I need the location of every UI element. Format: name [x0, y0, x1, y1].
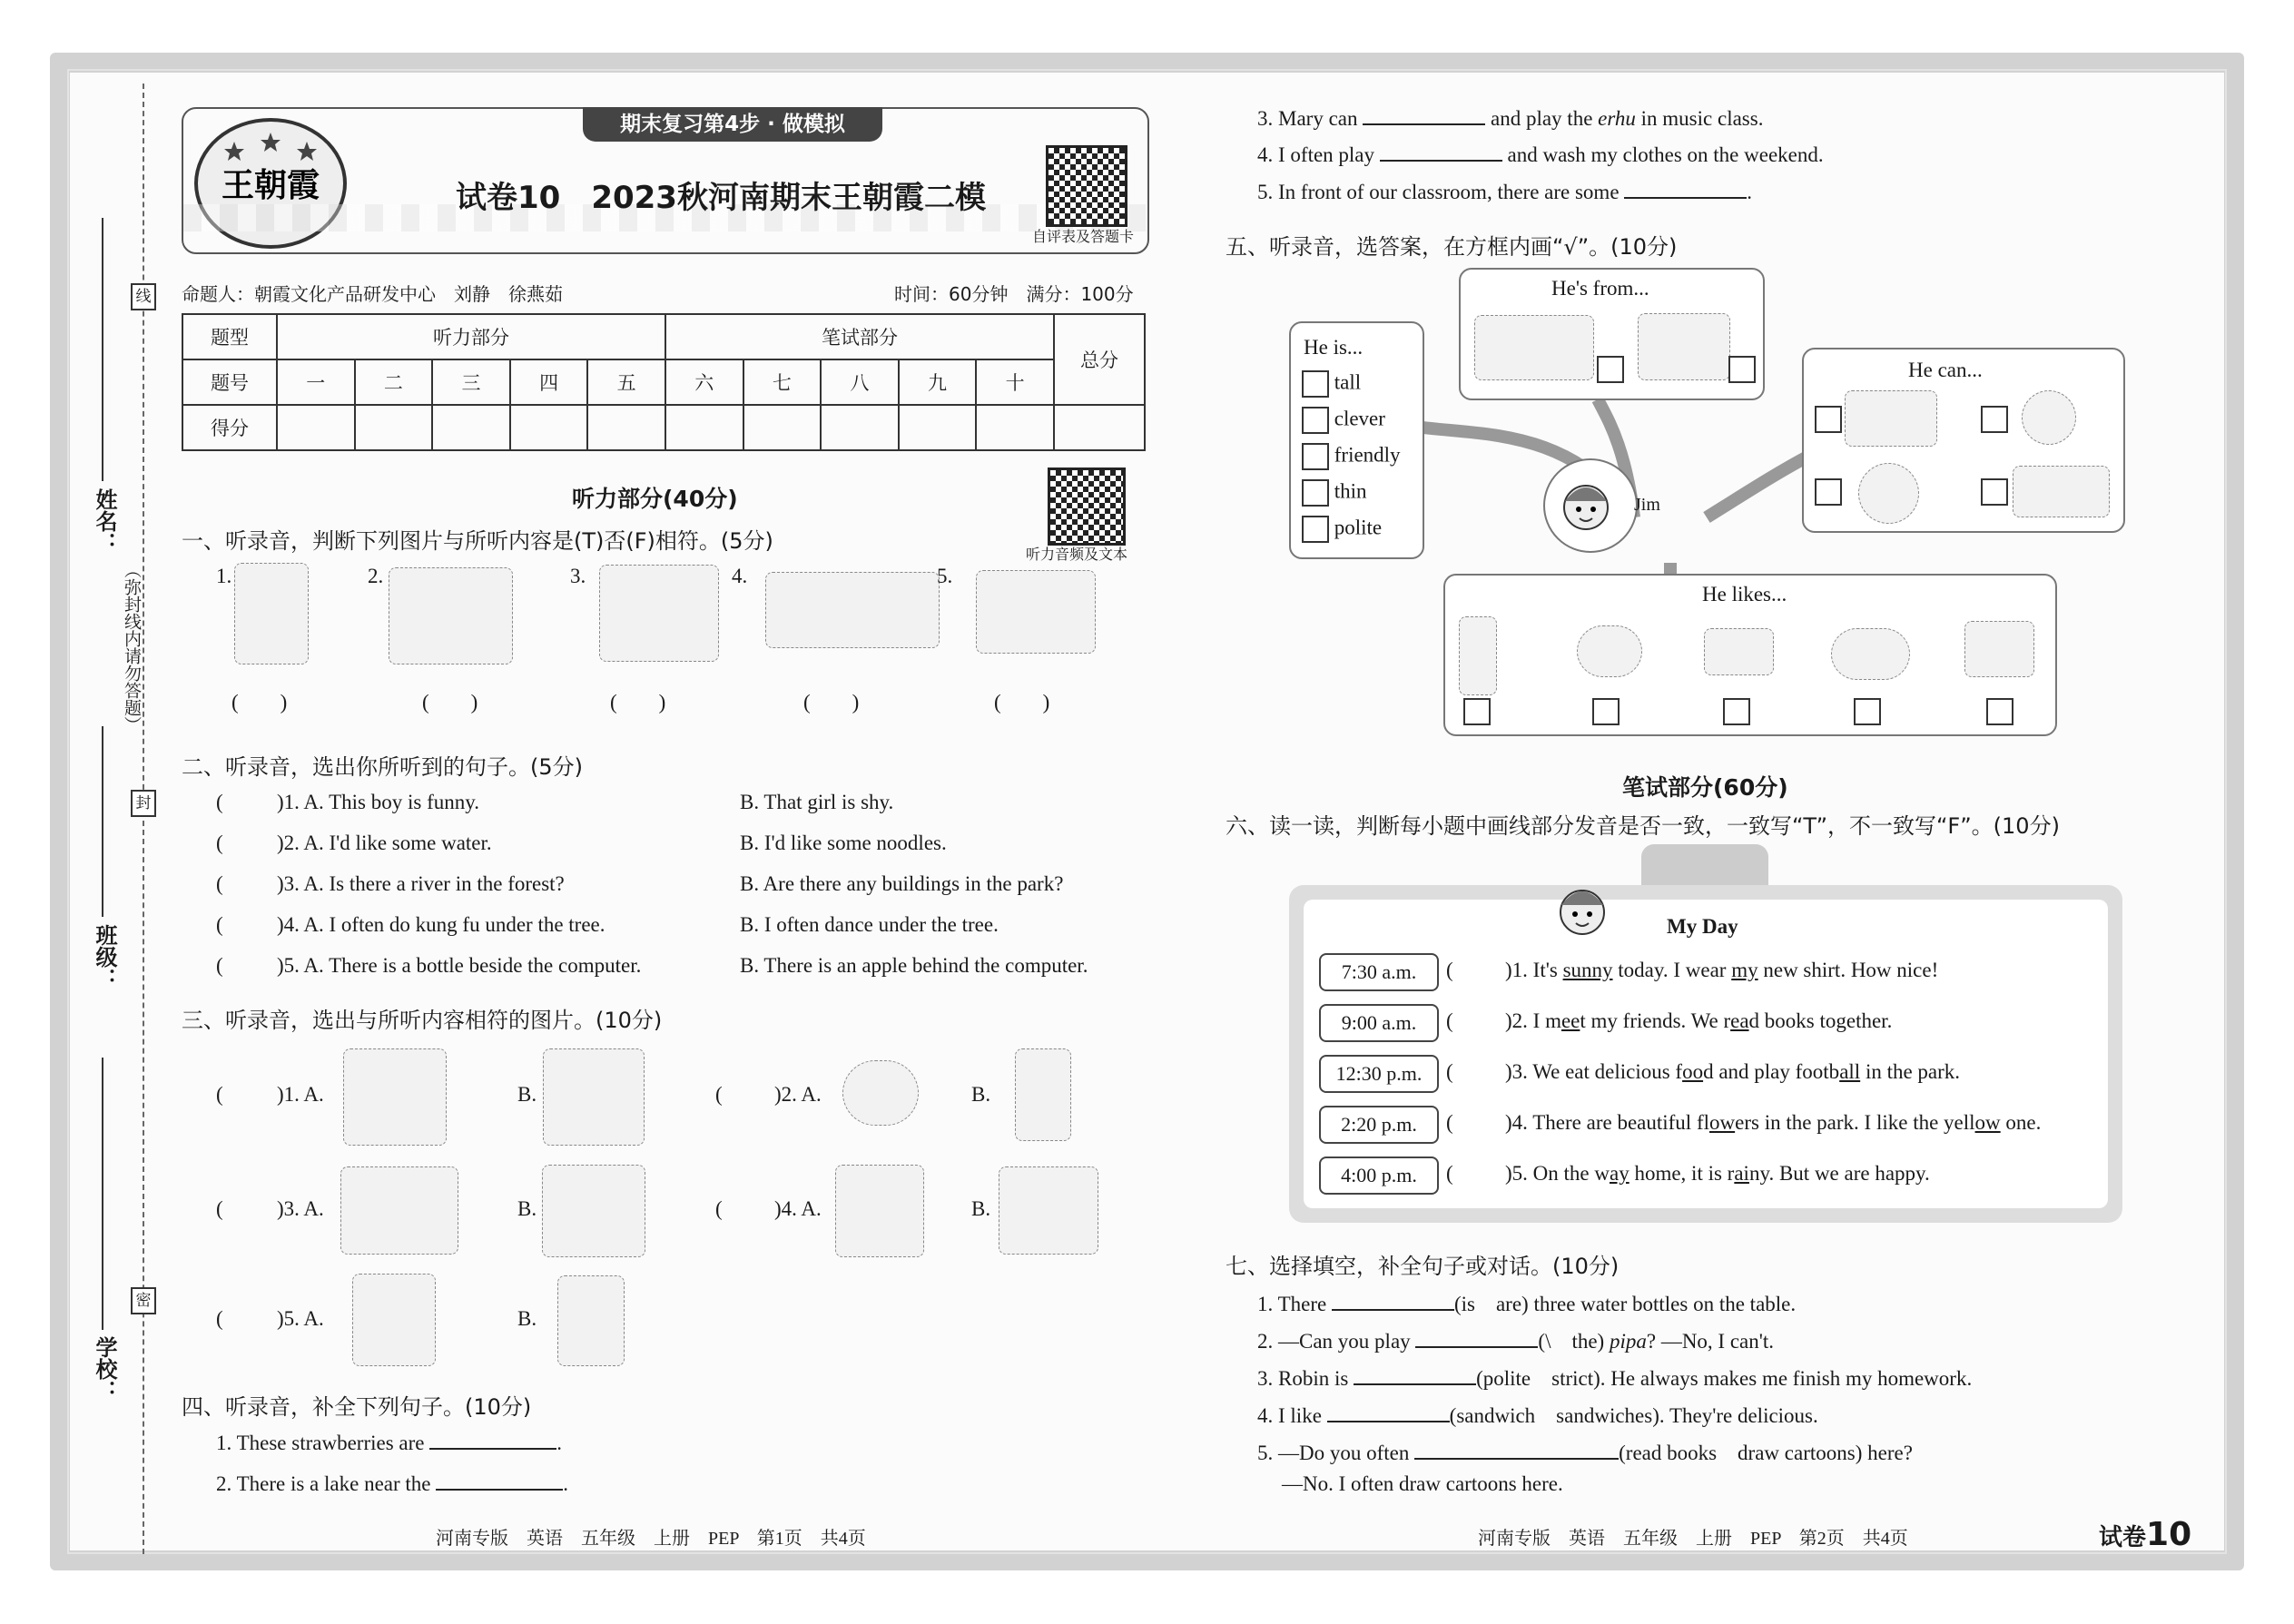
s7-blank[interactable]	[1415, 1346, 1538, 1348]
score-table	[182, 313, 1146, 451]
s2-option-b: B. That girl is shy.	[740, 791, 894, 813]
s4-text: 3. Mary can	[1257, 107, 1358, 130]
s2-option-a: )3. A. Is there a river in the forest?	[277, 872, 565, 895]
seal-warning: （弥封线内请勿答题）	[122, 561, 142, 733]
paper-number	[2099, 1516, 2191, 1553]
score-table-num: 八	[821, 359, 899, 405]
he-is-option[interactable]: tall	[1302, 370, 1361, 398]
s4-item-5	[1257, 181, 1752, 204]
s3-option-b: B.	[517, 1083, 537, 1106]
s3-picture-b-icon[interactable]	[543, 1048, 645, 1146]
ping-pong-icon	[1845, 390, 1937, 447]
seal-line-mark: 线	[131, 283, 156, 310]
school-field-line[interactable]	[102, 1058, 103, 1330]
s6-open-paren[interactable]: (	[1446, 1009, 1453, 1032]
s3-num: )1. A.	[277, 1083, 324, 1106]
he-is-option[interactable]: polite	[1302, 516, 1382, 543]
s1-picture-computer-icon	[976, 570, 1096, 654]
he-from-box	[1459, 268, 1765, 400]
score-cell[interactable]	[277, 405, 355, 450]
school-label: 学校：	[92, 1336, 117, 1402]
s2-option-a: )4. A. I often do kung fu under the tree.	[277, 913, 605, 936]
s7-item-4: 4. I like (sandwich sandwiches). They're delicious.	[1257, 1404, 1818, 1427]
header-box	[182, 107, 1149, 254]
section6-title: 六、读一读，判断每小题中画线部分发音是否一致，一致写“T”，不一致写“F”。(10分)	[1226, 813, 2060, 839]
score-cell[interactable]	[899, 405, 977, 450]
score-table-label-score: 得分	[182, 405, 277, 450]
s2-option-b: B. There is an apple behind the computer.	[740, 954, 1088, 977]
s6-open-paren[interactable]: (	[1446, 1162, 1453, 1185]
banner: 期末复习第4步 · 做模拟	[583, 107, 882, 142]
s3-picture-icecream-icon[interactable]	[1015, 1048, 1071, 1141]
s1-answer[interactable]: ( )	[422, 691, 478, 714]
audio-qr-label: 听力音频及文本	[1026, 546, 1128, 563]
checkbox[interactable]	[1302, 479, 1329, 507]
city-skyline-icon	[1638, 313, 1730, 380]
seal-mark: 封	[131, 790, 156, 817]
class-label: 班级：	[92, 924, 117, 989]
score-table-num: 三	[432, 359, 510, 405]
he-is-option[interactable]: thin	[1302, 479, 1367, 507]
s6-sentence: )1. It's sunny today. I wear my new shirt. How nice!	[1505, 959, 1939, 981]
s3-picture-a-icon[interactable]	[352, 1274, 436, 1366]
score-table-num: 六	[665, 359, 743, 405]
checkbox[interactable]	[1597, 356, 1624, 383]
score-table-row-score	[182, 405, 1145, 450]
checkbox[interactable]	[1986, 698, 2013, 725]
s3-picture-a-icon[interactable]	[835, 1165, 924, 1257]
s7-item-5-reply: —No. I often draw cartoons here.	[1282, 1472, 1563, 1495]
time-label: 2:20 p.m.	[1319, 1106, 1439, 1144]
s6-open-paren[interactable]: (	[1446, 1060, 1453, 1083]
s1-picture-forest-icon	[765, 572, 940, 648]
jim-label: Jim	[1634, 495, 1660, 515]
s4-text: 1. These strawberries are	[216, 1432, 425, 1454]
section5-title: 五、听录音，选答案，在方框内画“√”。(10分)	[1226, 234, 1678, 260]
s4-post: .	[556, 1432, 562, 1454]
s2-open-paren[interactable]: (	[216, 954, 223, 977]
score-table-label-type: 题型	[182, 314, 277, 359]
s6-open-paren[interactable]: (	[1446, 959, 1453, 981]
score-cell[interactable]	[665, 405, 743, 450]
s6-sentence: )5. On the way home, it is rainy. But we are happy.	[1505, 1162, 1930, 1185]
boy-face-icon	[1545, 460, 1636, 551]
score-cell[interactable]	[587, 405, 665, 450]
s4-blank[interactable]	[436, 1489, 563, 1491]
s4-post: .	[563, 1472, 568, 1495]
s4-post: .	[1747, 181, 1753, 203]
s1-picture-man-icon	[234, 563, 309, 664]
qr-label: 自评表及答题卡	[1032, 228, 1135, 245]
checkbox[interactable]	[1815, 478, 1842, 506]
score-cell[interactable]	[432, 405, 510, 450]
score-table-label-num: 题号	[182, 359, 277, 405]
basketball-icon	[1858, 463, 1919, 524]
s3-option-b: B.	[517, 1197, 537, 1220]
s1-num: 2.	[368, 565, 384, 587]
checkbox[interactable]	[1854, 698, 1881, 725]
s4-blank[interactable]	[1363, 123, 1485, 125]
he-is-option[interactable]: friendly	[1302, 443, 1401, 470]
s7-item-3: 3. Robin is (polite strict). He always makes me finish my homework.	[1257, 1367, 1973, 1390]
time-label: 9:00 a.m.	[1319, 1004, 1439, 1042]
s7-item-1: 1. There (is are) three water bottles on the table.	[1257, 1293, 1797, 1315]
s1-answer[interactable]: ( )	[994, 691, 1050, 714]
checkbox[interactable]	[1463, 698, 1491, 725]
s1-answer[interactable]: ( )	[231, 691, 288, 714]
s6-sentence: )2. I meet my friends. We read books together.	[1505, 1009, 1893, 1032]
s1-picture-table-icon	[599, 565, 719, 662]
score-cell[interactable]	[510, 405, 588, 450]
he-likes-box	[1443, 574, 2057, 736]
s4-italic: erhu	[1598, 107, 1636, 130]
s4-item-1	[216, 1432, 562, 1455]
qr-code-icon[interactable]	[1046, 145, 1127, 227]
s7-blank[interactable]	[1414, 1458, 1619, 1460]
score-table-row-num	[182, 359, 1145, 405]
cake-icon	[1964, 621, 2034, 677]
s6-sentence: )4. There are beautiful flowers in the park. I like the yellow one.	[1505, 1111, 2042, 1134]
s2-open-paren[interactable]: (	[216, 872, 223, 895]
soccer-ball-icon	[2022, 390, 2076, 445]
s3-open-paren[interactable]: (	[715, 1197, 723, 1220]
swimming-icon	[2013, 466, 2110, 517]
score-table-num: 四	[510, 359, 588, 405]
score-table-num: 十	[976, 359, 1054, 405]
writing-heading: 笔试部分(60分)	[1622, 774, 1788, 801]
checkbox[interactable]	[1815, 406, 1842, 433]
time-score: 时间：60分钟 满分：100分	[894, 283, 1134, 305]
s2-open-paren[interactable]: (	[216, 913, 223, 936]
s4-post: and wash my clothes on the weekend.	[1507, 143, 1824, 166]
score-cell[interactable]	[355, 405, 433, 450]
section7-title: 七、选择填空，补全句子或对话。(10分)	[1226, 1254, 1620, 1279]
section3-title: 三、听录音，选出与所听内容相符的图片。(10分)	[182, 1008, 663, 1033]
s4-blank[interactable]	[1380, 160, 1502, 162]
s1-num: 1.	[216, 565, 232, 587]
s2-option-a: )1. A. This boy is funny.	[277, 791, 479, 813]
s3-num: )5. A.	[277, 1307, 324, 1330]
section1-title: 一、听录音，判断下列图片与所听内容是(T)否(F)相符。(5分)	[182, 528, 773, 554]
s4-item-4	[1257, 143, 1824, 167]
s7-blank[interactable]	[1354, 1383, 1476, 1385]
s1-num: 4.	[732, 565, 748, 587]
s4-blank[interactable]	[1624, 197, 1747, 199]
s4-post: in music class.	[1640, 107, 1764, 130]
checkbox[interactable]	[1302, 443, 1329, 470]
name-label: 姓名：	[92, 488, 117, 554]
s4-mid: and play the	[1491, 107, 1593, 130]
authors: 命题人：朝霞文化产品研发中心 刘静 徐燕茹	[182, 283, 563, 305]
s7-item-2: 2. —Can you play (\ the) pipa? —No, I can't.	[1257, 1330, 1775, 1353]
s4-text: 4. I often play	[1257, 143, 1375, 166]
class-field-line[interactable]	[102, 726, 103, 917]
checkbox[interactable]	[1723, 698, 1750, 725]
score-table-row-type	[182, 314, 1145, 359]
s1-answer[interactable]: ( )	[803, 691, 860, 714]
score-cell[interactable]	[743, 405, 822, 450]
s4-text: 2. There is a lake near the	[216, 1472, 431, 1495]
he-can-title: He can...	[1908, 359, 1983, 381]
s6-open-paren[interactable]: (	[1446, 1111, 1453, 1134]
s3-open-paren[interactable]: (	[715, 1083, 723, 1106]
score-table-num: 七	[743, 359, 822, 405]
score-table-num: 九	[899, 359, 977, 405]
sydney-opera-house-icon	[1474, 315, 1594, 380]
checkbox[interactable]	[1302, 516, 1329, 543]
s3-num: )3. A.	[277, 1197, 324, 1220]
checkbox[interactable]	[1302, 407, 1329, 434]
he-from-title: He's from...	[1551, 277, 1649, 300]
s2-option-a: )5. A. There is a bottle beside the computer.	[277, 954, 642, 977]
logo-text: 王朝霞	[221, 166, 320, 204]
time-label: 7:30 a.m.	[1319, 953, 1439, 991]
s4-text: 5. In front of our classroom, there are some	[1257, 181, 1620, 203]
card-title: My Day	[1667, 915, 1738, 938]
s4-item-3	[1257, 107, 1763, 131]
ice-cream-icon	[1459, 616, 1497, 695]
s1-answer[interactable]: ( )	[610, 691, 666, 714]
footer-right: 河南专版 英语 五年级 上册 PEP 第2页 共4页	[1478, 1529, 1908, 1549]
s4-blank[interactable]	[429, 1448, 556, 1450]
score-table-num: 五	[587, 359, 665, 405]
score-table-writing: 笔试部分	[665, 314, 1054, 359]
listening-heading: 听力部分(40分)	[572, 486, 738, 512]
s2-option-b: B. I'd like some noodles.	[740, 832, 947, 854]
checkbox[interactable]	[1592, 698, 1620, 725]
he-is-option[interactable]: clever	[1302, 407, 1385, 434]
score-table-num: 一	[277, 359, 355, 405]
he-likes-title: He likes...	[1702, 583, 1787, 605]
s3-option-b: B.	[971, 1197, 991, 1220]
time-label: 4:00 p.m.	[1319, 1156, 1439, 1195]
score-table-num: 二	[355, 359, 433, 405]
he-can-box	[1802, 348, 2125, 533]
s3-num: )4. A.	[774, 1197, 822, 1220]
score-table-total: 总分	[1054, 314, 1145, 405]
section2-title: 二、听录音，选出你所听到的句子。(5分)	[182, 754, 583, 780]
s3-option-b: B.	[971, 1083, 991, 1106]
s2-option-b: B. Are there any buildings in the park?	[740, 872, 1064, 895]
checkbox[interactable]	[1981, 406, 2008, 433]
checkbox[interactable]	[1981, 478, 2008, 506]
s3-num: )2. A.	[774, 1083, 822, 1106]
paper-num: 10	[2146, 1516, 2192, 1553]
he-is-box	[1289, 321, 1424, 559]
s3-picture-a-icon[interactable]	[343, 1048, 447, 1146]
secret-mark: 密	[131, 1287, 156, 1314]
roast-chicken-icon	[1831, 628, 1910, 680]
score-cell[interactable]	[976, 405, 1054, 450]
footer-left: 河南专版 英语 五年级 上册 PEP 第1页 共4页	[436, 1529, 866, 1549]
s2-option-a: )2. A. I'd like some water.	[277, 832, 492, 854]
s1-picture-kids-icon	[389, 567, 513, 664]
s3-open-paren[interactable]: (	[216, 1197, 223, 1220]
s3-open-paren[interactable]: (	[216, 1083, 223, 1106]
s2-open-paren[interactable]: (	[216, 832, 223, 854]
s3-picture-a-icon[interactable]	[340, 1166, 458, 1255]
time-label: 12:30 p.m.	[1319, 1055, 1439, 1093]
s1-num: 3.	[570, 565, 586, 587]
s7-blank[interactable]	[1332, 1309, 1454, 1311]
s7-blank[interactable]	[1327, 1421, 1450, 1422]
he-is-title: He is...	[1304, 336, 1364, 359]
s3-picture-burger-icon[interactable]	[842, 1060, 919, 1126]
s2-open-paren[interactable]: (	[216, 791, 223, 813]
page-title: 试卷10 2023秋河南期末王朝霞二模	[456, 180, 986, 216]
boy-avatar-icon	[1551, 876, 1614, 949]
audio-qr-icon[interactable]	[1048, 468, 1126, 546]
sandwich-icon	[1704, 628, 1774, 675]
salad-icon	[1577, 625, 1642, 677]
s3-option-b: B.	[517, 1307, 537, 1330]
score-cell[interactable]	[821, 405, 899, 450]
s3-picture-b-icon[interactable]	[542, 1165, 645, 1257]
s3-picture-robot-computer-icon[interactable]	[999, 1166, 1098, 1255]
section4-title: 四、听录音，补全下列句子。(10分)	[182, 1394, 532, 1420]
paper-label: 试卷	[2099, 1524, 2147, 1551]
s1-num: 5.	[937, 565, 953, 587]
s2-option-b: B. I often dance under the tree.	[740, 913, 999, 936]
checkbox[interactable]	[1302, 370, 1329, 398]
jim-avatar	[1543, 458, 1660, 553]
s3-picture-b-icon[interactable]	[557, 1275, 625, 1366]
s4-item-2	[216, 1472, 568, 1496]
checkbox[interactable]	[1728, 356, 1756, 383]
s3-open-paren[interactable]: (	[216, 1307, 223, 1330]
s7-item-5: 5. —Do you often (read books draw cartoons) here?	[1257, 1442, 1913, 1464]
score-table-listening: 听力部分	[277, 314, 665, 359]
name-field-line[interactable]	[102, 218, 103, 481]
s6-sentence: )3. We eat delicious food and play football in the park.	[1505, 1060, 1961, 1083]
score-cell[interactable]	[1054, 405, 1145, 450]
